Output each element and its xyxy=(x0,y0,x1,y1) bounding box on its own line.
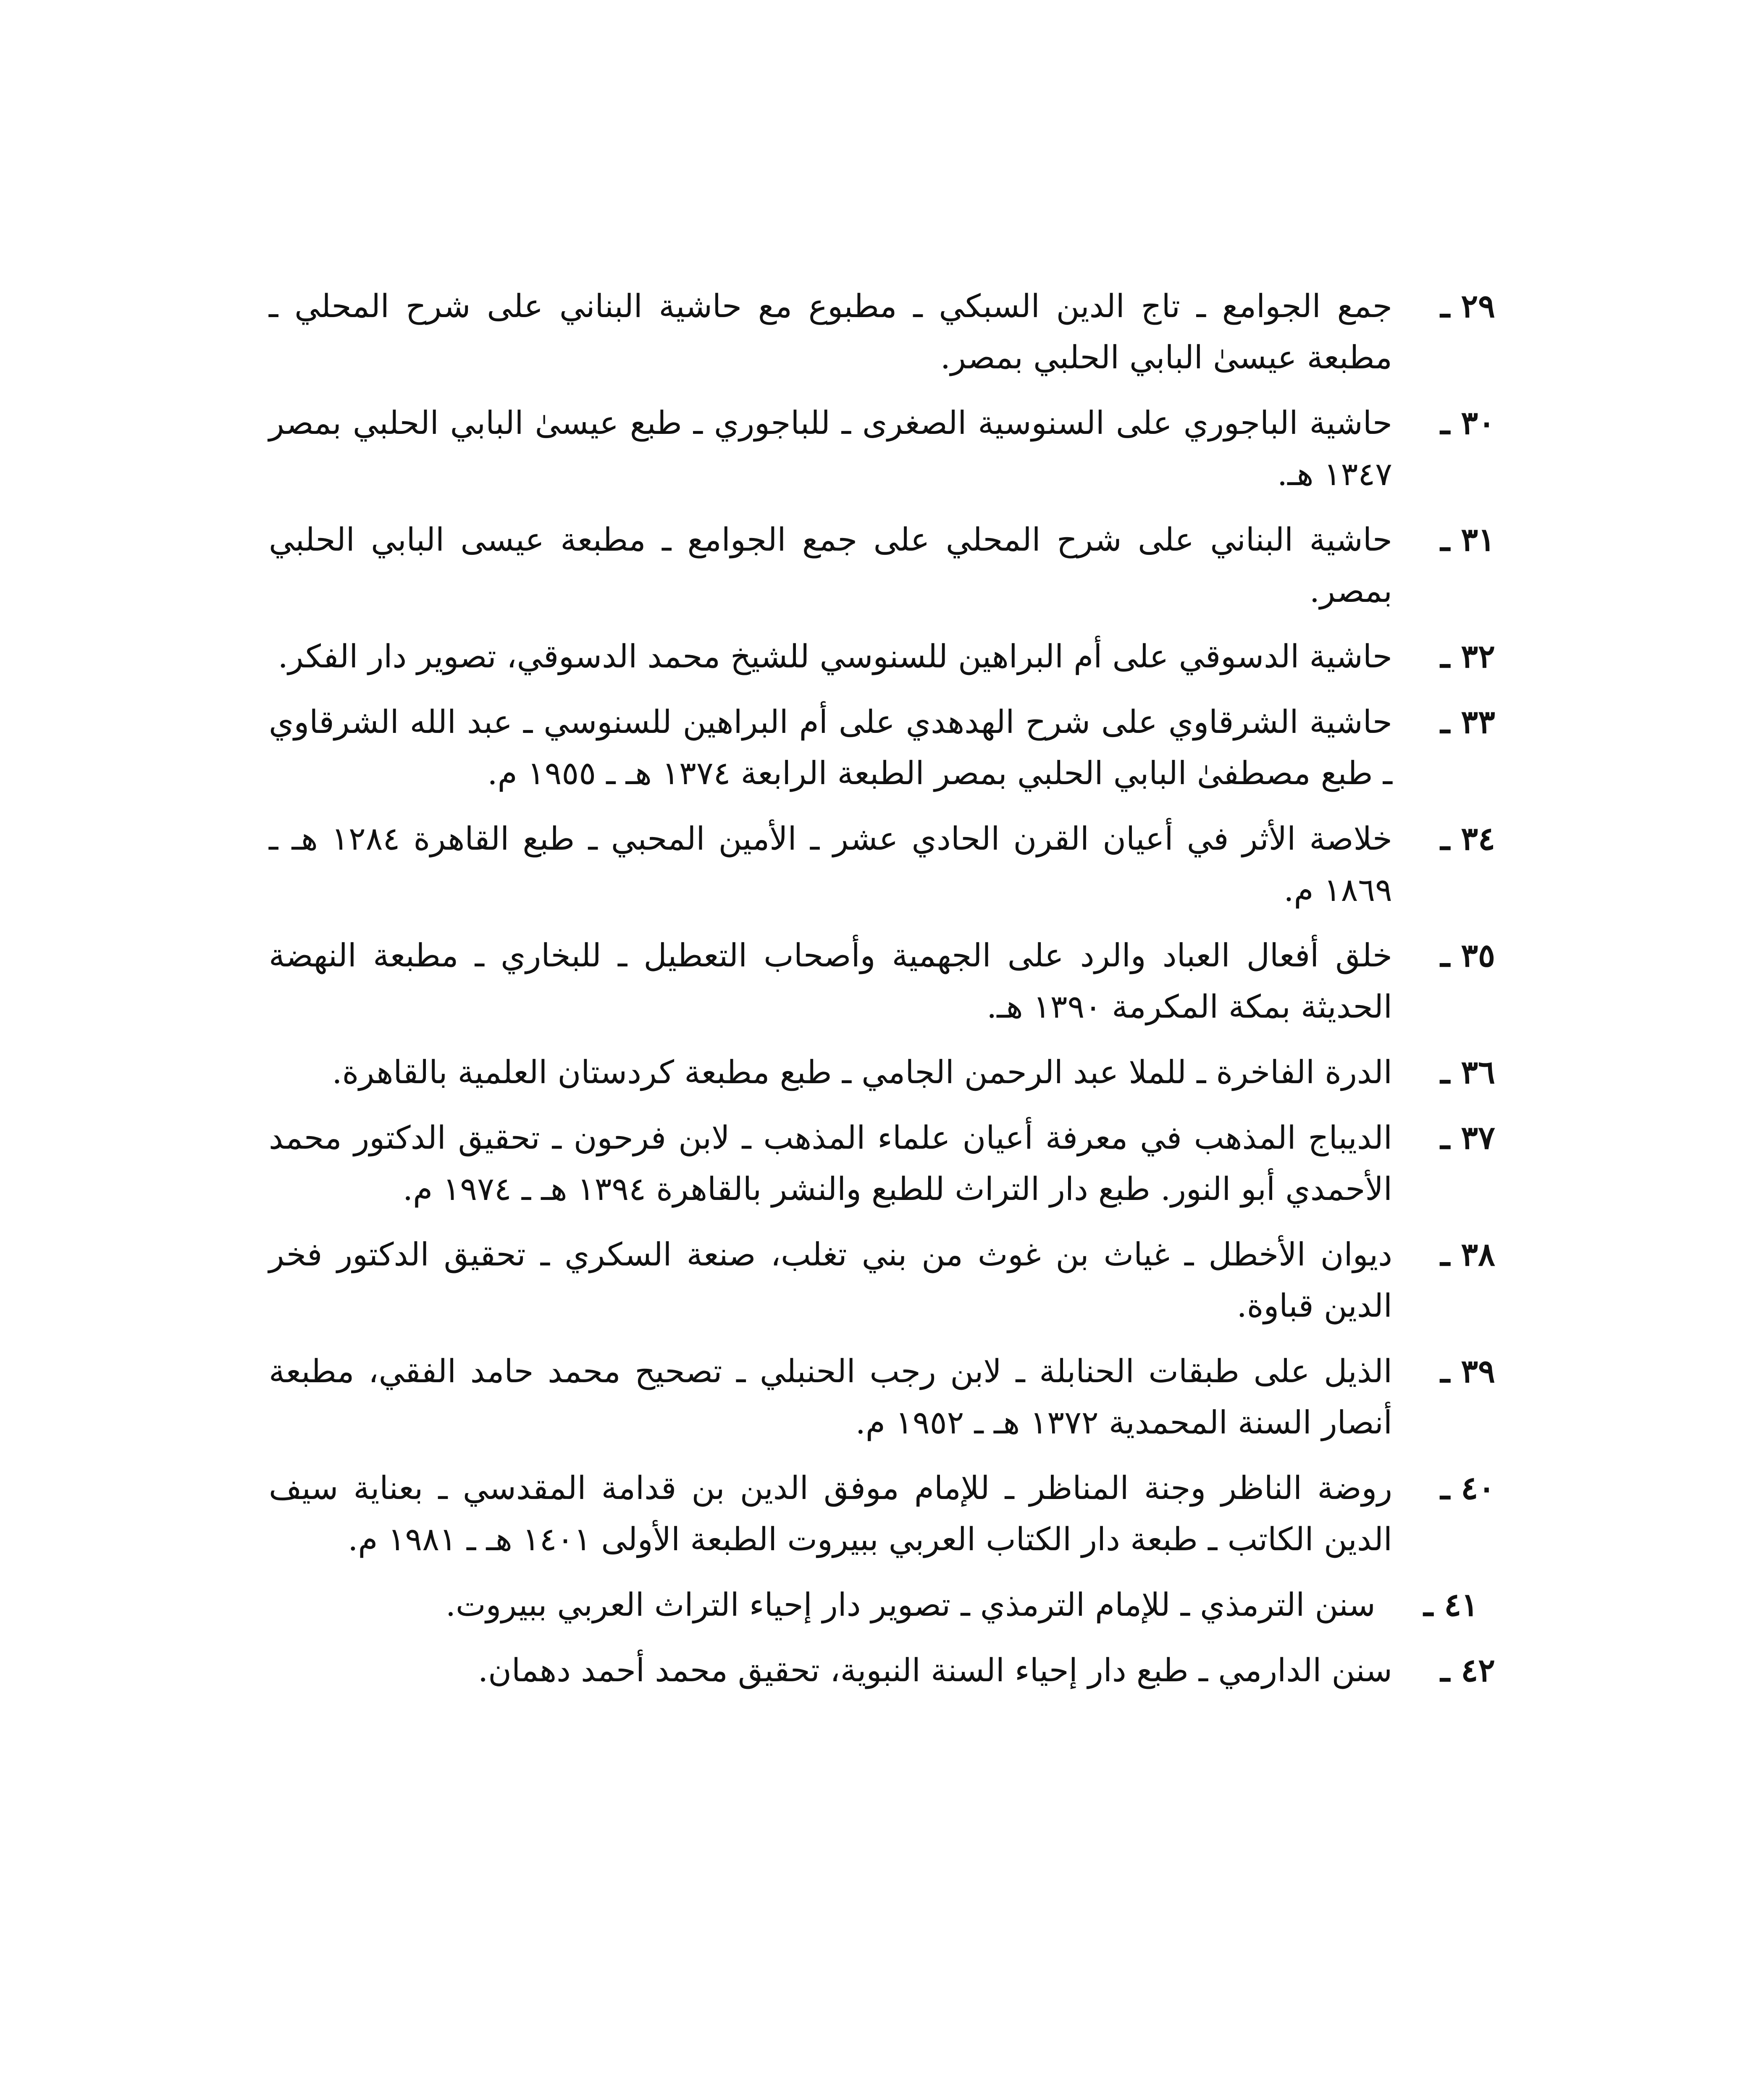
entry-number: ٣٦ ـ xyxy=(1440,1053,1495,1091)
entry-text: حاشية الشرقاوي على شرح الهدهدي على أم البراهين للسنوسي ـ عبد الله الشرقاوي ـ طبع مصطفىٰ البابي الحلبي بمصر الطبعة الرابعة ١٣٧٤ هـ ـ ١٩٥٥ م. xyxy=(269,703,1392,792)
bibliography-entry xyxy=(269,696,1495,799)
entry-number: ٣١ ـ xyxy=(1440,521,1495,558)
bibliography-entry xyxy=(269,1229,1495,1331)
entry-text: الذيل على طبقات الحنابلة ـ لابن رجب الحنبلي ـ تصحيح محمد حامد الفقي، مطبعة أنصار السنة المحمدية ١٣٧٢ هـ ـ ١٩٥٢ م. xyxy=(269,1352,1392,1441)
entry-number: ٣٣ ـ xyxy=(1440,703,1495,740)
bibliography-entry xyxy=(269,514,1495,617)
bibliography-entry xyxy=(269,930,1495,1032)
entry-text: حاشية الدسوقي على أم البراهين للسنوسي للشيخ محمد الدسوقي، تصوير دار الفكر. xyxy=(278,638,1392,675)
entry-text: سنن الترمذي ـ للإمام الترمذي ـ تصوير دار إحياء التراث العربي ببيروت. xyxy=(445,1586,1376,1623)
entry-number: ٢٩ ـ xyxy=(1440,287,1495,325)
bibliography-entry xyxy=(269,1112,1495,1215)
entry-text: خلاصة الأثر في أعيان القرن الحادي عشر ـ الأمين المحبي ـ طبع القاهرة ١٢٨٤ هـ ـ ١٨٦٩ م. xyxy=(269,820,1393,908)
entry-text: روضة الناظر وجنة المناظر ـ للإمام موفق الدين بن قدامة المقدسي ـ بعناية سيف الدين الكاتب ـ طبعة دار الكتاب العربي ببيروت الطبعة الأولى ١٤٠١ هـ ـ ١٩٨١ م. xyxy=(269,1469,1392,1558)
bibliography-entry xyxy=(269,813,1495,916)
entry-number: ٤٠ ـ xyxy=(1440,1469,1495,1507)
entry-text: سنن الدارمي ـ طبع دار إحياء السنة النبوية، تحقيق محمد أحمد دهمان. xyxy=(478,1651,1392,1689)
entry-text: الديباج المذهب في معرفة أعيان علماء المذهب ـ لابن فرحون ـ تحقيق الدكتور محمد الأحمدي أبو النور. طبع دار التراث للطبع والنشر بالقاهرة ١٣٩٤ هـ ـ ١٩٧٤ م. xyxy=(269,1119,1392,1208)
bibliography-list xyxy=(269,281,1495,1710)
entry-text: ديوان الأخطل ـ غياث بن غوث من بني تغلب، صنعة السكري ـ تحقيق الدكتور فخر الدين قباوة. xyxy=(269,1236,1392,1324)
bibliography-entry xyxy=(269,397,1495,500)
entry-number: ٣٢ ـ xyxy=(1440,638,1495,675)
entry-number: ٤١ ـ xyxy=(1423,1586,1478,1623)
entry-number: ٤٢ ـ xyxy=(1440,1651,1495,1689)
entry-number: ٣٩ ـ xyxy=(1440,1352,1495,1390)
bibliography-entry xyxy=(269,1346,1495,1448)
entry-text: الدرة الفاخرة ـ للملا عبد الرحمن الجامي ـ طبع مطبعة كردستان العلمية بالقاهرة. xyxy=(332,1053,1392,1091)
entry-number: ٣٧ ـ xyxy=(1440,1119,1495,1156)
entry-number: ٣٥ ـ xyxy=(1440,937,1495,974)
entry-text: حاشية الباجوري على السنوسية الصغرى ـ للباجوري ـ طبع عيسىٰ البابي الحلبي بمصر ١٣٤٧ هـ. xyxy=(269,404,1392,493)
entry-number: ٣٠ ـ xyxy=(1440,404,1495,441)
bibliography-entry xyxy=(269,1579,1478,1630)
bibliography-entry xyxy=(269,1645,1495,1696)
entry-number: ٣٤ ـ xyxy=(1440,820,1495,857)
entry-text: حاشية البناني على شرح المحلي على جمع الجوامع ـ مطبعة عيسى البابي الحلبي بمصر. xyxy=(269,521,1392,609)
entry-text: خلق أفعال العباد والرد على الجهمية وأصحاب التعطيل ـ للبخاري ـ مطبعة النهضة الحديثة بمكة المكرمة ١٣٩٠ هـ. xyxy=(269,937,1392,1025)
bibliography-entry xyxy=(269,1047,1495,1098)
bibliography-entry xyxy=(269,281,1495,383)
bibliography-entry xyxy=(269,1462,1495,1565)
entry-text: جمع الجوامع ـ تاج الدين السبكي ـ مطبوع مع حاشية البناني على شرح المحلي ـ مطبعة عيسىٰ البابي الحلبي بمصر. xyxy=(269,287,1392,376)
bibliography-entry xyxy=(269,631,1495,682)
entry-number: ٣٨ ـ xyxy=(1440,1236,1495,1273)
